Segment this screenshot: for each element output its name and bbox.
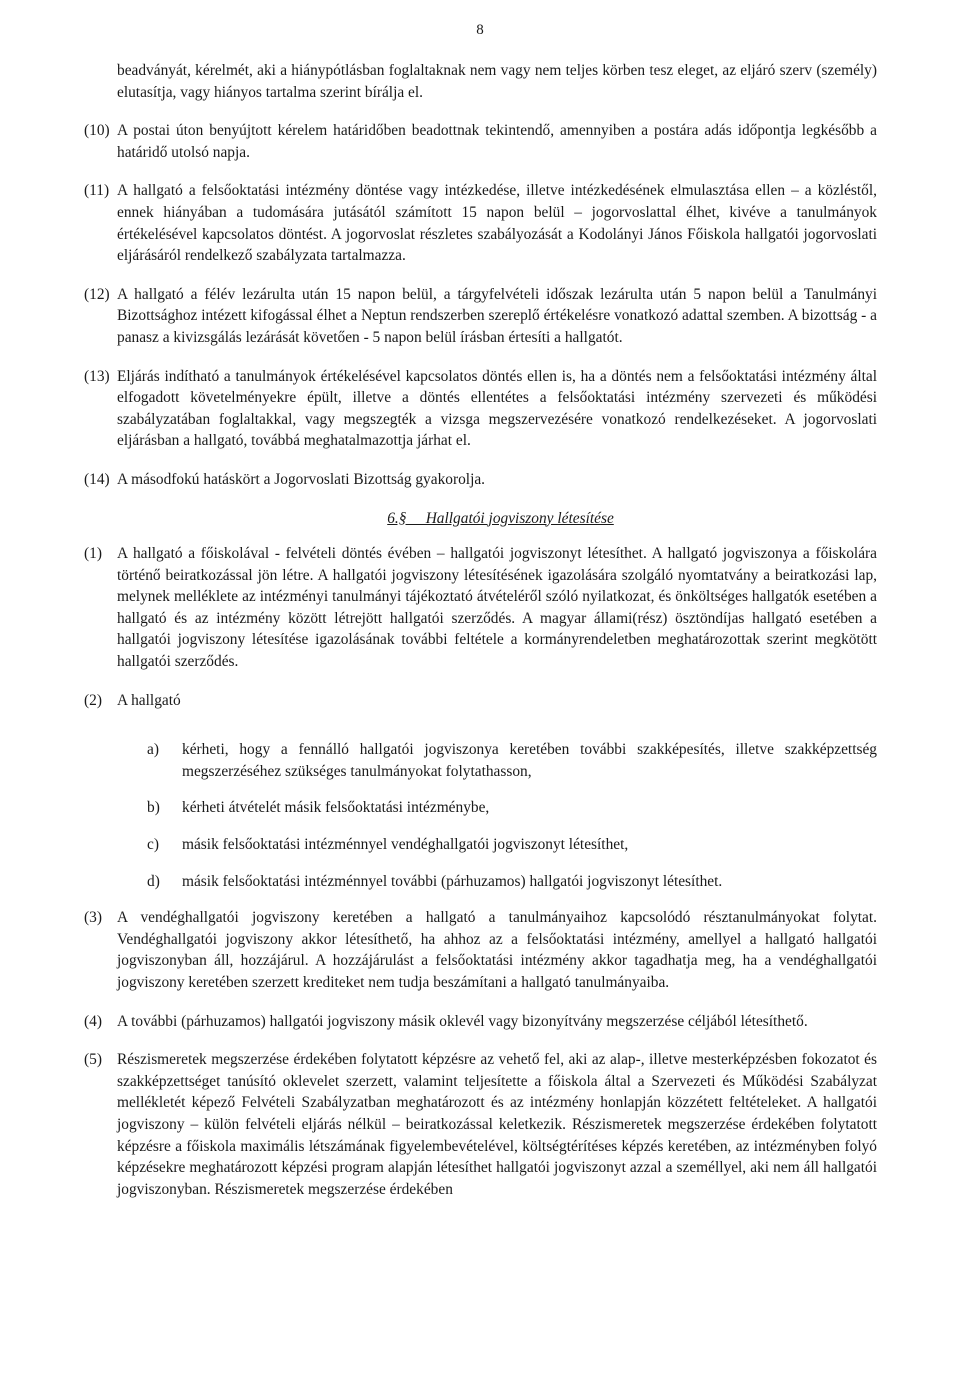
list-item-text: másik felsőoktatási intézménnyel vendéghallgatói jogviszonyt létesíthet,	[182, 836, 629, 854]
list-item-d	[147, 871, 877, 893]
paragraph-number: (5)	[84, 1051, 102, 1069]
paragraph-number: (1)	[84, 545, 102, 563]
paragraph-1	[84, 543, 877, 673]
paragraph-number: (12)	[84, 285, 110, 303]
paragraph-text: A vendéghallgatói jogviszony keretében a hallgató a tanulmányaihoz kapcsolódó résztanulmányokat folytat. Vendéghallgatói jogviszony akkor létesíthető, ha ahhoz az a felsőoktatási intézmény, amellyel a hallgató hallgatói jogviszonyban áll, hozzájárul. A hozzájárulást a felsőoktatási intézmény akkor tagadhatja meg, ha a vendéghallgatói jogviszony keretében szerzett krediteket nem tudja beszámítani a hallgató tanulmányaiba.	[117, 909, 877, 991]
page-number: 8	[476, 22, 484, 38]
paragraph-text: A hallgató	[117, 691, 181, 709]
paragraph-text: A további (párhuzamos) hallgatói jogviszony másik oklevél vagy bizonyítvány megszerzése céljából létesíthető.	[117, 1012, 808, 1030]
section-heading	[84, 508, 877, 530]
continued-text: beadványát, kérelmét, aki a hiánypótlásban foglaltaknak nem vagy nem teljes körben tesz eleget, az eljáró szerv (személy) elutasítja, vagy hiányos tartalma szerint bírálja el.	[117, 62, 877, 101]
paragraph-number: (4)	[84, 1012, 102, 1030]
paragraph-number: (10)	[84, 122, 110, 140]
page-body	[84, 60, 877, 1217]
list-item-text: másik felsőoktatási intézménnyel további (párhuzamos) hallgatói jogviszonyt létesíthet.	[182, 872, 723, 890]
list-item-letter: a)	[147, 741, 159, 759]
list-item-c	[147, 834, 877, 856]
list-item-a	[147, 739, 877, 782]
paragraph-13	[84, 366, 877, 452]
paragraph-2	[84, 690, 877, 712]
list-item-b	[147, 797, 877, 819]
paragraph-text: Eljárás indítható a tanulmányok értékelésével kapcsolatos döntés ellen is, ha a döntés nem a felsőoktatási intézmény által elfogadott követelményekre épült, illetve a döntés ellentétes a felsőoktatási intézmény szervezeti és működési szabályzatában foglaltakkal, vagy megszegték a vizsga megszervezésére vonatkozó rendelkezéseket. A jogorvoslati eljárásban a hallgató, továbbá meghatalmazottja járhat el.	[117, 367, 877, 450]
paragraph-12	[84, 284, 877, 349]
paragraph-number: (11)	[84, 182, 110, 200]
paragraph-number: (14)	[84, 470, 110, 488]
paragraph-14	[84, 469, 877, 491]
paragraph-10	[84, 120, 877, 163]
paragraph-number: (2)	[84, 691, 102, 709]
list-item-text: kérheti, hogy a fennálló hallgatói jogviszonya keretében további szakképesítés, illetve szakképzettség megszerzéséhez szükséges tanulmányokat folytathasson,	[182, 741, 877, 780]
paragraph-text: A hallgató a felsőoktatási intézmény döntése vagy intézkedése, illetve intézkedésének elmulasztása ellen – a közléstől, ennek hiányában a tudomására jutásától számított 15 napon belül – jogorvoslattal élhet, kivéve a tanulmányok értékelésével kapcsolatos döntést. A jogorvoslat részletes szabályozását a Kodolányi János Főiskola hallgatói jogorvoslati eljárásáról rendelkező szabályzata tartalmazza.	[117, 182, 877, 265]
paragraph-11	[84, 180, 877, 266]
list-item-letter: b)	[147, 799, 160, 817]
paragraph-text: A hallgató a félév lezárulta után 15 napon belül, a tárgyfelvételi időszak lezárulta után 5 napon belül a Tanulmányi Bizottsághoz intézett kifogással élhet a Neptun rendszerben szereplő értékelésre vonatkozó adattal szemben. A bizottság - a panasz a kivizsgálás lezárását követően - 5 napon belül írásban értesíti a hallgatót.	[117, 285, 877, 346]
paragraph-text: A másodfokú hatáskört a Jogorvoslati Bizottság gyakorolja.	[117, 470, 486, 488]
paragraph-4	[84, 1011, 877, 1033]
list-item-letter: d)	[147, 872, 160, 890]
paragraph-number: (13)	[84, 367, 110, 385]
paragraph-5	[84, 1049, 877, 1200]
list-item-text: kérheti átvételét másik felsőoktatási intézménybe,	[182, 799, 490, 817]
list-item-letter: c)	[147, 836, 159, 854]
paragraph-text: A hallgató a főiskolával - felvételi döntés évében – hallgatói jogviszonyt létesíthet. A hallgató jogviszonya a főiskolára történő beiratkozással jön létre. A hallgatói jogviszony létesítésének igazolására szolgáló nyomtatvány a beiratkozási lap, melynek melléklete az intézményi tanulmányi tájékoztató átvételéről szóló nyilatkozat, és önköltséges hallgatók esetében a hallgató és az intézmény között létrejött hallgatói szerződés. A magyar állami(rész) ösztöndíjas hallgató esetében a hallgatói jogviszony létesítése igazolásának további feltétele a kormányrendeletben meghatározottak szerint megkötött hallgatói szerződés.	[117, 545, 877, 671]
paragraph-3	[84, 907, 877, 993]
paragraph-text: A postai úton benyújtott kérelem határidőben beadottnak tekintendő, amennyiben a postára adás időpontja legkésőbb a határidő utolsó napja.	[117, 122, 877, 161]
section-heading-text: 6.§ Hallgatói jogviszony létesítése	[387, 509, 614, 527]
paragraph-text: Részismeretek megszerzése érdekében folytatott képzésre az vehető fel, aki az alap-, illetve mesterképzésben fokozatot és szakképzettséget tanúsító oklevelet szerzett, valamint teljesítette a főiskola által a Szervezeti és Működési Szabályzat mellékletét képező Felvételi Szabályzatban meghatározott és az intézmény honlapján közzétett feltételeket. A hallgatói jogviszony – külön felvételi eljárás nélkül – beiratkozással keletkezik. Részismeretek megszerzése érdekében folytatott képzésre a főiskola maximális létszámának figyelembevételével, költségtérítéses képzés keretében, az intézményben folyó képzésekre meghatározott képzési program alapján létesíthet hallgatói jogviszonyt azzal a személlyel, aki nem áll hallgatói jogviszonyban. Részismeretek megszerzése érdekében	[117, 1051, 877, 1198]
paragraph-number: (3)	[84, 909, 102, 927]
